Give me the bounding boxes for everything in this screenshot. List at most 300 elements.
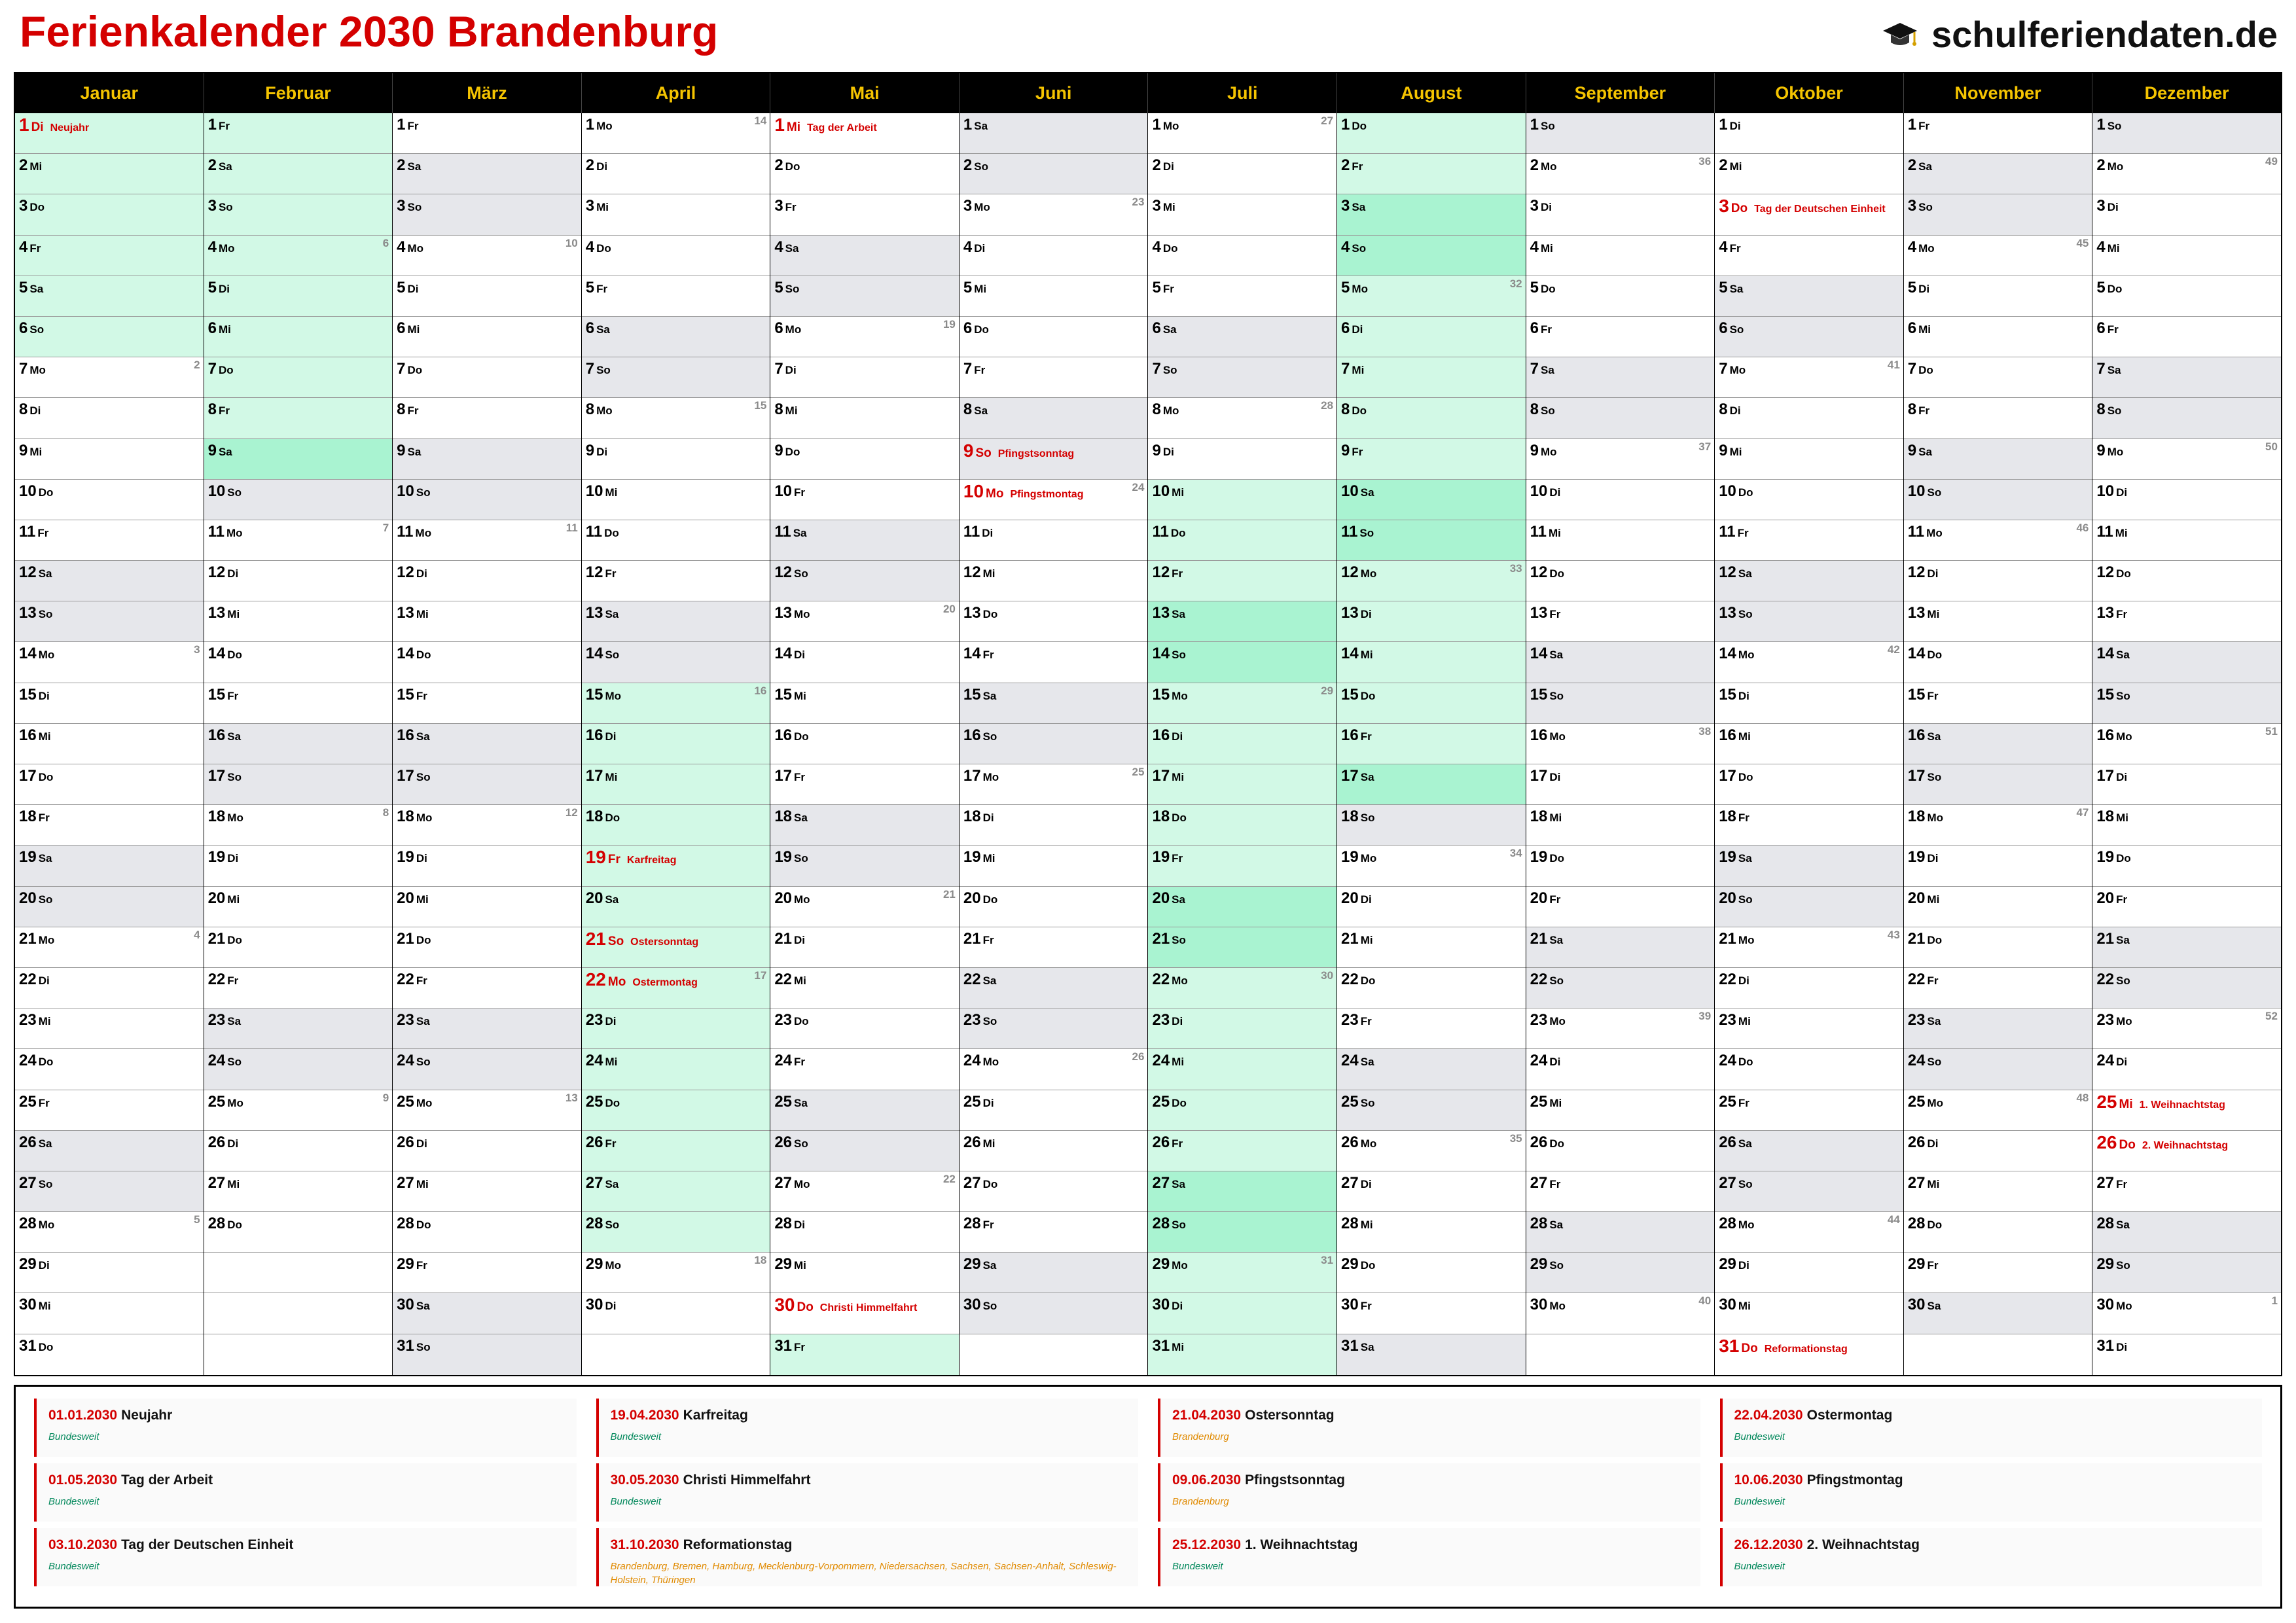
day-cell[interactable] [15,520,204,561]
day-cell[interactable] [1526,927,1715,968]
day-cell[interactable] [582,194,770,235]
day-cell[interactable] [2092,113,2281,154]
day-cell[interactable] [582,276,770,317]
day-cell[interactable] [1337,1049,1526,1090]
day-cell[interactable] [15,601,204,642]
day-cell[interactable] [582,927,770,968]
day-cell[interactable] [770,439,959,480]
day-cell[interactable] [204,236,393,276]
day-cell[interactable] [204,1090,393,1131]
day-cell[interactable] [2092,561,2281,601]
day-cell[interactable] [1148,601,1336,642]
day-cell[interactable] [393,317,581,357]
day-cell[interactable] [582,601,770,642]
day-cell[interactable] [1526,805,1715,846]
day-cell[interactable] [1526,724,1715,764]
day-cell[interactable] [1715,113,1903,154]
day-cell[interactable] [393,764,581,805]
day-cell[interactable] [1715,601,1903,642]
day-cell[interactable] [1337,1334,1526,1375]
day-cell[interactable] [1904,724,2092,764]
day-cell[interactable] [393,1212,581,1253]
day-cell[interactable] [582,968,770,1008]
day-cell[interactable] [1904,439,2092,480]
day-cell[interactable] [960,439,1148,480]
day-cell[interactable] [1715,317,1903,357]
day-cell[interactable] [393,561,581,601]
day-cell[interactable] [1148,236,1336,276]
day-cell[interactable] [393,1293,581,1334]
day-cell[interactable] [960,1293,1148,1334]
day-cell[interactable] [1904,805,2092,846]
day-cell[interactable] [1526,194,1715,235]
day-cell[interactable] [1148,154,1336,194]
day-cell[interactable] [960,480,1148,520]
day-cell[interactable] [770,1049,959,1090]
day-cell[interactable] [393,520,581,561]
day-cell[interactable] [15,317,204,357]
day-cell[interactable] [1715,1293,1903,1334]
day-cell[interactable] [393,887,581,927]
day-cell[interactable] [393,480,581,520]
day-cell[interactable] [1148,805,1336,846]
day-cell[interactable] [2092,1253,2281,1293]
day-cell[interactable] [1715,764,1903,805]
day-cell[interactable] [960,724,1148,764]
day-cell[interactable] [2092,439,2281,480]
day-cell[interactable] [1904,927,2092,968]
day-cell[interactable] [1715,927,1903,968]
day-cell[interactable] [393,439,581,480]
day-cell[interactable] [1148,1171,1336,1212]
day-cell[interactable] [1148,276,1336,317]
day-cell[interactable] [1337,601,1526,642]
day-cell[interactable] [1526,601,1715,642]
day-cell[interactable] [393,194,581,235]
day-cell[interactable] [1337,1253,1526,1293]
day-cell[interactable] [204,276,393,317]
day-cell[interactable] [960,317,1148,357]
day-cell[interactable] [1337,927,1526,968]
day-cell[interactable] [770,113,959,154]
day-cell[interactable] [393,601,581,642]
day-cell[interactable] [393,1049,581,1090]
day-cell[interactable] [1904,480,2092,520]
day-cell[interactable] [15,968,204,1008]
day-cell[interactable] [1904,113,2092,154]
day-cell[interactable] [204,357,393,398]
day-cell[interactable] [960,1090,1148,1131]
day-cell[interactable] [1337,357,1526,398]
day-cell[interactable] [582,357,770,398]
day-cell[interactable] [1148,113,1336,154]
day-cell[interactable] [1715,154,1903,194]
day-cell[interactable] [1904,764,2092,805]
day-cell[interactable] [204,968,393,1008]
day-cell[interactable] [393,968,581,1008]
day-cell[interactable] [770,1131,959,1171]
day-cell[interactable] [770,846,959,886]
day-cell[interactable] [1337,887,1526,927]
day-cell[interactable] [960,357,1148,398]
day-cell[interactable] [1148,194,1336,235]
day-cell[interactable] [1337,113,1526,154]
day-cell[interactable] [770,194,959,235]
day-cell[interactable] [204,194,393,235]
day-cell[interactable] [1148,480,1336,520]
day-cell[interactable] [1715,480,1903,520]
day-cell[interactable] [960,113,1148,154]
day-cell[interactable] [1715,1008,1903,1049]
day-cell[interactable] [204,317,393,357]
day-cell[interactable] [1148,724,1336,764]
day-cell[interactable] [770,642,959,683]
day-cell[interactable] [582,1131,770,1171]
day-cell[interactable] [393,357,581,398]
day-cell[interactable] [1715,520,1903,561]
day-cell[interactable] [770,276,959,317]
day-cell[interactable] [1337,1131,1526,1171]
day-cell[interactable] [1715,1049,1903,1090]
day-cell[interactable] [1715,1131,1903,1171]
day-cell[interactable] [770,1334,959,1375]
day-cell[interactable] [393,1131,581,1171]
day-cell[interactable] [960,1131,1148,1171]
day-cell[interactable] [204,846,393,886]
day-cell[interactable] [1337,1008,1526,1049]
day-cell[interactable] [1148,1212,1336,1253]
day-cell[interactable] [204,561,393,601]
day-cell[interactable] [1337,724,1526,764]
day-cell[interactable] [1148,927,1336,968]
day-cell[interactable] [1337,154,1526,194]
day-cell[interactable] [582,764,770,805]
day-cell[interactable] [15,642,204,683]
day-cell[interactable] [2092,968,2281,1008]
day-cell[interactable] [960,1253,1148,1293]
day-cell[interactable] [1148,1293,1336,1334]
day-cell[interactable] [204,520,393,561]
day-cell[interactable] [960,968,1148,1008]
day-cell[interactable] [204,764,393,805]
day-cell[interactable] [204,113,393,154]
day-cell[interactable] [582,642,770,683]
day-cell[interactable] [1904,1049,2092,1090]
day-cell[interactable] [960,236,1148,276]
day-cell[interactable] [770,887,959,927]
day-cell[interactable] [960,276,1148,317]
day-cell[interactable] [1904,520,2092,561]
day-cell[interactable] [582,1212,770,1253]
day-cell[interactable] [1526,520,1715,561]
day-cell[interactable] [1526,1171,1715,1212]
day-cell[interactable] [770,398,959,438]
day-cell[interactable] [582,1293,770,1334]
day-cell[interactable] [393,398,581,438]
day-cell[interactable] [770,1212,959,1253]
day-cell[interactable] [1148,846,1336,886]
day-cell[interactable] [2092,764,2281,805]
day-cell[interactable] [1148,520,1336,561]
day-cell[interactable] [15,113,204,154]
day-cell[interactable] [1148,561,1336,601]
day-cell[interactable] [1526,480,1715,520]
day-cell[interactable] [960,398,1148,438]
day-cell[interactable] [1526,561,1715,601]
day-cell[interactable] [1337,276,1526,317]
day-cell[interactable] [582,724,770,764]
day-cell[interactable] [1904,236,2092,276]
day-cell[interactable] [1715,398,1903,438]
day-cell[interactable] [1337,1293,1526,1334]
day-cell[interactable] [15,1293,204,1334]
day-cell[interactable] [15,764,204,805]
day-cell[interactable] [2092,805,2281,846]
day-cell[interactable] [1904,1293,2092,1334]
day-cell[interactable] [1715,1253,1903,1293]
day-cell[interactable] [1337,1171,1526,1212]
day-cell[interactable] [1715,1090,1903,1131]
day-cell[interactable] [2092,1171,2281,1212]
day-cell[interactable] [1715,194,1903,235]
day-cell[interactable] [582,1008,770,1049]
day-cell[interactable] [770,236,959,276]
day-cell[interactable] [204,601,393,642]
day-cell[interactable] [582,317,770,357]
day-cell[interactable] [770,683,959,724]
day-cell[interactable] [15,805,204,846]
day-cell[interactable] [1715,357,1903,398]
day-cell[interactable] [204,480,393,520]
day-cell[interactable] [1148,968,1336,1008]
day-cell[interactable] [582,1090,770,1131]
day-cell[interactable] [1337,683,1526,724]
day-cell[interactable] [960,927,1148,968]
day-cell[interactable] [1904,154,2092,194]
day-cell[interactable] [204,887,393,927]
day-cell[interactable] [1148,683,1336,724]
day-cell[interactable] [960,154,1148,194]
day-cell[interactable] [1526,846,1715,886]
day-cell[interactable] [1904,887,2092,927]
day-cell[interactable] [1526,113,1715,154]
day-cell[interactable] [1526,1212,1715,1253]
day-cell[interactable] [1715,439,1903,480]
day-cell[interactable] [960,520,1148,561]
day-cell[interactable] [1337,561,1526,601]
day-cell[interactable] [960,642,1148,683]
day-cell[interactable] [15,154,204,194]
day-cell[interactable] [1715,561,1903,601]
day-cell[interactable] [393,276,581,317]
day-cell[interactable] [582,398,770,438]
day-cell[interactable] [1526,1049,1715,1090]
day-cell[interactable] [960,561,1148,601]
day-cell[interactable] [1715,846,1903,886]
day-cell[interactable] [2092,642,2281,683]
day-cell[interactable] [1715,642,1903,683]
day-cell[interactable] [770,601,959,642]
day-cell[interactable] [204,398,393,438]
day-cell[interactable] [1526,1253,1715,1293]
day-cell[interactable] [2092,520,2281,561]
day-cell[interactable] [1715,724,1903,764]
day-cell[interactable] [1904,1212,2092,1253]
day-cell[interactable] [1148,1334,1336,1375]
day-cell[interactable] [15,1131,204,1171]
day-cell[interactable] [1337,520,1526,561]
day-cell[interactable] [1526,642,1715,683]
day-cell[interactable] [582,236,770,276]
day-cell[interactable] [582,480,770,520]
day-cell[interactable] [1904,601,2092,642]
day-cell[interactable] [393,1253,581,1293]
day-cell[interactable] [204,724,393,764]
day-cell[interactable] [582,1253,770,1293]
day-cell[interactable] [960,1212,1148,1253]
day-cell[interactable] [2092,1090,2281,1131]
day-cell[interactable] [960,805,1148,846]
day-cell[interactable] [1904,683,2092,724]
day-cell[interactable] [1526,1293,1715,1334]
day-cell[interactable] [1526,357,1715,398]
day-cell[interactable] [1526,1131,1715,1171]
day-cell[interactable] [1526,398,1715,438]
day-cell[interactable] [1148,642,1336,683]
day-cell[interactable] [1337,764,1526,805]
day-cell[interactable] [1715,236,1903,276]
day-cell[interactable] [1337,846,1526,886]
day-cell[interactable] [15,357,204,398]
day-cell[interactable] [2092,194,2281,235]
day-cell[interactable] [1526,683,1715,724]
day-cell[interactable] [393,1008,581,1049]
day-cell[interactable] [15,1090,204,1131]
day-cell[interactable] [770,1171,959,1212]
day-cell[interactable] [770,1090,959,1131]
day-cell[interactable] [15,236,204,276]
day-cell[interactable] [960,601,1148,642]
day-cell[interactable] [204,154,393,194]
day-cell[interactable] [2092,846,2281,886]
day-cell[interactable] [1715,887,1903,927]
day-cell[interactable] [1148,398,1336,438]
day-cell[interactable] [15,927,204,968]
day-cell[interactable] [393,642,581,683]
brand[interactable] [1882,13,2278,56]
day-cell[interactable] [582,805,770,846]
day-cell[interactable] [1337,194,1526,235]
day-cell[interactable] [393,683,581,724]
day-cell[interactable] [770,480,959,520]
day-cell[interactable] [15,561,204,601]
day-cell[interactable] [2092,1293,2281,1334]
day-cell[interactable] [1904,1131,2092,1171]
day-cell[interactable] [1526,968,1715,1008]
day-cell[interactable] [1337,480,1526,520]
day-cell[interactable] [2092,887,2281,927]
day-cell[interactable] [1904,1253,2092,1293]
day-cell[interactable] [1904,968,2092,1008]
day-cell[interactable] [960,887,1148,927]
day-cell[interactable] [204,642,393,683]
day-cell[interactable] [1526,1008,1715,1049]
day-cell[interactable] [770,805,959,846]
day-cell[interactable] [1904,317,2092,357]
day-cell[interactable] [770,561,959,601]
day-cell[interactable] [2092,398,2281,438]
day-cell[interactable] [1148,1131,1336,1171]
day-cell[interactable] [2092,357,2281,398]
day-cell[interactable] [15,439,204,480]
day-cell[interactable] [582,1049,770,1090]
day-cell[interactable] [1526,236,1715,276]
day-cell[interactable] [770,1293,959,1334]
day-cell[interactable] [15,1049,204,1090]
day-cell[interactable] [393,846,581,886]
day-cell[interactable] [582,1171,770,1212]
day-cell[interactable] [393,113,581,154]
day-cell[interactable] [2092,236,2281,276]
day-cell[interactable] [1715,1334,1903,1375]
day-cell[interactable] [1526,1090,1715,1131]
day-cell[interactable] [960,194,1148,235]
day-cell[interactable] [960,1171,1148,1212]
day-cell[interactable] [960,683,1148,724]
day-cell[interactable] [770,927,959,968]
day-cell[interactable] [770,1253,959,1293]
day-cell[interactable] [15,194,204,235]
day-cell[interactable] [770,764,959,805]
day-cell[interactable] [1337,1212,1526,1253]
day-cell[interactable] [582,683,770,724]
day-cell[interactable] [15,1334,204,1375]
day-cell[interactable] [2092,724,2281,764]
day-cell[interactable] [1148,439,1336,480]
day-cell[interactable] [1904,194,2092,235]
day-cell[interactable] [1148,764,1336,805]
day-cell[interactable] [770,317,959,357]
day-cell[interactable] [204,1212,393,1253]
day-cell[interactable] [582,154,770,194]
day-cell[interactable] [1526,317,1715,357]
day-cell[interactable] [1904,561,2092,601]
day-cell[interactable] [1526,154,1715,194]
day-cell[interactable] [582,113,770,154]
day-cell[interactable] [1148,1090,1336,1131]
day-cell[interactable] [582,887,770,927]
day-cell[interactable] [1337,317,1526,357]
day-cell[interactable] [393,927,581,968]
day-cell[interactable] [15,1171,204,1212]
day-cell[interactable] [15,887,204,927]
day-cell[interactable] [393,805,581,846]
day-cell[interactable] [2092,1049,2281,1090]
day-cell[interactable] [1337,642,1526,683]
day-cell[interactable] [2092,1212,2281,1253]
day-cell[interactable] [1337,236,1526,276]
day-cell[interactable] [770,1008,959,1049]
day-cell[interactable] [15,398,204,438]
day-cell[interactable] [770,357,959,398]
day-cell[interactable] [960,1049,1148,1090]
day-cell[interactable] [770,968,959,1008]
day-cell[interactable] [582,520,770,561]
day-cell[interactable] [1715,683,1903,724]
day-cell[interactable] [2092,1334,2281,1375]
day-cell[interactable] [582,439,770,480]
day-cell[interactable] [15,276,204,317]
